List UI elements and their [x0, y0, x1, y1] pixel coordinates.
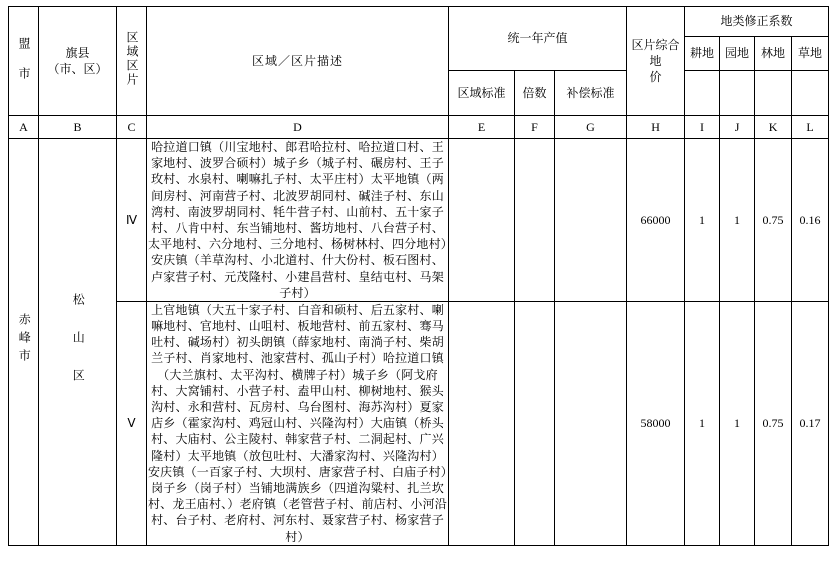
header-coeff-grass: 草地: [792, 36, 829, 70]
column-letter-e: E: [449, 116, 515, 139]
header-coeff-cultivated: 耕地: [685, 36, 720, 70]
cell-description: 哈拉道口镇（川宝地村、郎君哈拉村、哈拉道口村、王家地村、波罗合硕村）城子乡（城子村、碾房村、王子玫村、水泉村、喇嘛扎子村、太平庄村）太平地镇（两间房村、河南营子村、北波罗胡同村、碱洼子村、东山湾村、南波罗胡同村、牦牛营子村、山前村、五十家子村、八肯中村、东当铺地村、酱坊地村、八台营子村、太平地村、六分地村、三分地村、杨树林村、四分地村）安庆镇（羊草沟村、小北道村、什大份村、板石图村、卢家营子村、元茂隆村、小建昌营村、皇结屯村、马架子村）: [147, 140, 447, 300]
header-description: 区域／区片描述: [147, 7, 449, 116]
header-coeff-garden: 园地: [720, 36, 755, 70]
header-coeff-cultivated-spacer: [685, 70, 720, 115]
header-compensation-standard: 补偿标准: [555, 70, 627, 115]
cell-city: [9, 139, 39, 546]
header-zone-text: 区域区片: [125, 30, 139, 87]
cell-coeff-garden: 1: [720, 139, 755, 302]
cell-coeff-cultivated: 1: [685, 139, 720, 302]
cell-multiple: [515, 301, 555, 545]
table-header-row-1: [9, 7, 829, 37]
cell-area-standard: [449, 139, 515, 302]
header-land-coefficient: 地类修正系数: [685, 7, 829, 37]
cell-multiple: [515, 139, 555, 302]
cell-coeff-forest: 0.75: [755, 301, 792, 545]
column-letter-d: D: [147, 116, 449, 139]
cell-coeff-garden: 1: [720, 301, 755, 545]
cell-coeff-grass: 0.16: [792, 139, 829, 302]
cell-area-standard: [449, 301, 515, 545]
cell-comprehensive-price: 66000: [627, 139, 685, 302]
header-comprehensive-price-line3: 价: [649, 70, 662, 85]
header-comprehensive-price: [627, 7, 685, 116]
header-multiple: 倍数: [515, 70, 555, 115]
header-county: [39, 7, 117, 116]
table-row: [9, 301, 829, 545]
header-area-standard: 区域标准: [449, 70, 515, 115]
header-zone: [117, 7, 147, 116]
header-county-line2: （市、区）: [47, 62, 108, 76]
column-letter-c: C: [117, 116, 147, 139]
table-row: [9, 139, 829, 302]
column-letter-f: F: [515, 116, 555, 139]
cell-zone: Ⅳ: [117, 139, 147, 302]
column-letter-h: H: [627, 116, 685, 139]
header-unified-value: 统一年产值: [449, 7, 627, 71]
cell-coeff-cultivated: 1: [685, 301, 720, 545]
column-letter-j: J: [720, 116, 755, 139]
column-letter-k: K: [755, 116, 792, 139]
column-letter-a: A: [9, 116, 39, 139]
header-coeff-grass-spacer: [792, 70, 829, 115]
header-county-line1: 旗县: [65, 45, 90, 60]
cell-city-text: 赤峰市: [17, 312, 32, 367]
cell-zone: Ⅴ: [117, 301, 147, 545]
column-letter-i: I: [685, 116, 720, 139]
column-letter-l: L: [792, 116, 829, 139]
header-coeff-garden-spacer: [720, 70, 755, 115]
land-price-table: [8, 6, 829, 546]
header-comprehensive-price-line1: 区片综合: [631, 37, 680, 52]
cell-description: 上官地镇（大五十家子村、白音和硕村、后五家村、喇嘛地村、官地村、山咀村、板地营村、前五家村、骞马吐村、碱场村）初头朗镇（薛家地村、南淌子村、柴胡兰子村、肖家地村、池家营村、孤山子村）哈拉道口镇（大兰旗村、太平沟村、横牌子村）城子乡（阿戈府村、大窝铺村、小营子村、盍甲山村、柳树地村、猴头沟村、永和营村、瓦房村、乌台图村、海苏沟村）夏家店乡（霍家沟村、鸡冠山村、兴隆沟村）大庙镇（桥头村、大庙村、公主陵村、韩家营子村、二洞起村、广兴隆村）太平地镇（放包吐村、大潘家沟村、兴隆沟村）安庆镇（一百家子村、大坝村、唐家营子村、白庙子村）岗子乡（岗子村）当铺地满族乡（四道沟粱村、扎兰坎村、龙王庙村、）老府镇（老管营子村、前店村、小河沿村、台子村、老府村、河东村、聂家营子村、杨家营子村）: [147, 302, 447, 544]
cell-compensation-standard: [555, 139, 627, 302]
header-comprehensive-price-line2: 地: [649, 53, 662, 68]
header-city: [9, 7, 39, 116]
cell-coeff-grass: 0.17: [792, 301, 829, 545]
column-letter-row: [9, 116, 829, 139]
header-coeff-forest-spacer: [755, 70, 792, 115]
cell-comprehensive-price: 58000: [627, 301, 685, 545]
cell-county: [39, 139, 117, 546]
column-letter-g: G: [555, 116, 627, 139]
header-city-text: 盟 市: [17, 36, 31, 81]
column-letter-b: B: [39, 116, 117, 139]
cell-compensation-standard: [555, 301, 627, 545]
header-coeff-forest: 林地: [755, 36, 792, 70]
cell-coeff-forest: 0.75: [755, 139, 792, 302]
cell-county-text: 松 山 区: [71, 292, 86, 387]
